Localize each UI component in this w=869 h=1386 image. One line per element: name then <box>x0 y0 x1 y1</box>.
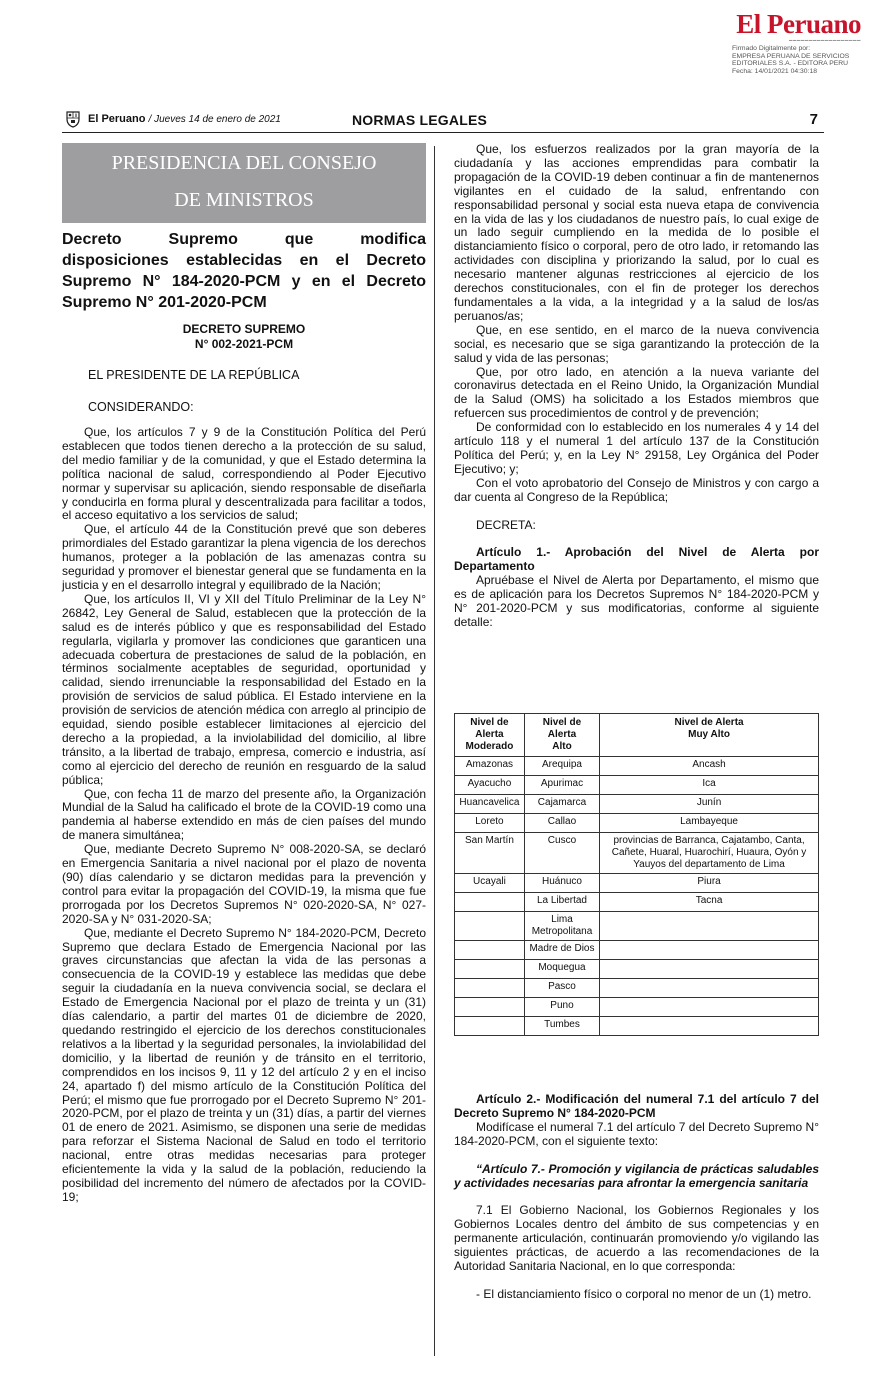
coat-of-arms-icon <box>64 110 82 128</box>
table-cell <box>600 979 819 998</box>
table-cell <box>455 979 525 998</box>
header-muy-alto: Nivel de Alerta Muy Alto <box>600 714 819 757</box>
bullet-distancing: - El distanciamiento físico o corporal no menor de un (1) metro. <box>476 1286 812 1301</box>
publication-name: El Peruano <box>88 113 146 125</box>
table-row <box>455 893 819 912</box>
table-cell <box>600 960 819 979</box>
paragraph: Que, en ese sentido, en el marco de la nueva convivencia social, es necesario que se siga garantizando la protección de la salud y vida de las personas; <box>454 322 819 365</box>
paragraph: Que, por otro lado, en atención a la nueva variante del coronavirus detectada en el Reino Unido, la Organización Mundial de la Salud (OMS) ha solicitado a los Estados miembros que refuercen sus procedimientos de control y de prevención; <box>454 364 819 421</box>
table-cell: San Martín <box>455 833 525 874</box>
table-cell: Cusco <box>524 833 599 874</box>
table-cell: Tumbes <box>524 1017 599 1036</box>
quoted-article-7-title: “Artículo 7.- Promoción y vigilancia de prácticas saludables y actividades necesarias para afrontar la emergencia sanitaria <box>454 1161 819 1190</box>
paragraph: Que, los artículos 7 y 9 de la Constitución Política del Perú establecen que todos tienen derecho a la protección de su salud, del medio familiar y de la comunidad, y que el Estado determina la política nacional de salud, correspondiendo al Poder Ejecutivo normar y supervisar su aplicación, siendo responsable de diseñarla y conducirla en forma plural y descentralizada para facilitar a todos, el acceso equitativo a los servicios de salud; <box>62 425 426 523</box>
section-banner <box>62 143 426 223</box>
table-cell: Lambayeque <box>600 814 819 833</box>
title-line: Supremo N° 184-2020-PCM y en el Decreto <box>62 273 426 290</box>
article-2-body: Modifícase el numeral 7.1 del artículo 7 del Decreto Supremo N° 184-2020-PCM, con el siguiente texto: <box>454 1119 819 1148</box>
signature-line: EDITORIALES S.A. - EDITORA PERU <box>732 60 849 68</box>
paragraph: De conformidad con lo establecido en los numerales 4 y 14 del artículo 118 y el numeral 1 del artículo 137 de la Constitución Política del Perú; y, en la Ley N° 29158, Ley Orgánica del Poder Ejecutivo; y; <box>454 420 819 476</box>
table-cell <box>455 998 525 1017</box>
right-column-body <box>454 143 819 630</box>
paragraph-7-1: 7.1 El Gobierno Nacional, los Gobiernos Regionales y los Gobiernos Locales dentro del ámbito de sus competencias y en permanente articulación, continuarán promoviendo y/o vigilando las siguientes prácticas, de acuerdo a las recomendaciones de la Autoridad Sanitaria Nacional, en lo que corresponda: <box>454 1203 819 1274</box>
table-cell <box>455 912 525 941</box>
table-row <box>455 833 819 874</box>
article-1-body: Apruébase el Nivel de Alerta por Departamento, el mismo que es de aplicación para los Decretos Supremos N° 184-2020-PCM y N° 201-2020-PCM y sus modificatorias, conforme al siguiente detalle: <box>454 573 819 629</box>
column-divider <box>434 146 435 1356</box>
title-line: Decreto Supremo que modifica <box>62 231 426 248</box>
title-line: disposiciones establecidas en el Decreto <box>62 252 426 269</box>
paragraph: Que, mediante Decreto Supremo N° 008-2020-SA, se declaró en Emergencia Sanitaria a nivel nacional por el plazo de noventa (90) días calendario y se dictaron medidas para la prevención y control para evitar la propagación del COVID-19, la misma que fue prorrogada por los Decretos Supremos N° 020-2020-SA, N° 027-2020-SA y N° 031-2020-SA; <box>62 842 426 926</box>
table-cell <box>600 1017 819 1036</box>
table-row <box>455 912 819 941</box>
table-cell: La Libertad <box>524 893 599 912</box>
table-cell: Ucayali <box>455 874 525 893</box>
table-cell: Lima Metropolitana <box>524 912 599 941</box>
table-cell: provincias de Barranca, Cajatambo, Canta, Cañete, Huaral, Huarochirí, Huaura, Oyón y Yauyos del departamento de Lima <box>600 833 819 874</box>
logo-tagline-decoration: ▬▬▬▬▬▬▬▬▬▬▬▬▬▬▬▬▬▬ <box>789 38 861 42</box>
paragraph: Que, los esfuerzos realizados por la gran mayoría de la ciudadanía y las acciones emprendidas para combatir la propagación de la COVID-19 deben continuar a fin de mantenernos vigilantes en el cuidado de la salud, enfrentando con responsabilidad personal y social esta nueva etapa de convivencia en la vida de las y los ciudadanos de nuestro país, lo cual exige de un lado seguir cumpliendo en la medida de lo posible el distanciamiento físico o corporal, pero de otro lado, ir retomando las actividades con disciplina y priorizando la salud, por lo cual es necesario mantener algunas restricciones al ejercicio de los derechos constitucionales, con el fin de proteger los derechos fundamentales a la vida, a la integridad y a la salud de los/as peruanos/as; <box>454 142 819 323</box>
paragraph: Con el voto aprobatorio del Consejo de Ministros y con cargo a dar cuenta al Congreso de la República; <box>454 475 819 504</box>
decree-label: DECRETO SUPREMO <box>182 322 306 336</box>
page-header <box>62 110 824 133</box>
signature-line: EMPRESA PERUANA DE SERVICIOS <box>732 52 850 60</box>
page-number: 7 <box>809 111 818 128</box>
table-row <box>455 941 819 960</box>
table-cell: Pasco <box>524 979 599 998</box>
table-cell: Puno <box>524 998 599 1017</box>
table-cell: Madre de Dios <box>524 941 599 960</box>
paragraph: Que, con fecha 11 de marzo del presente año, la Organización Mundial de la Salud ha calificado el brote de la COVID-19 como una pandemia al haberse extendido en más de cien países del mundo de manera simultánea; <box>62 786 426 843</box>
alert-level-table <box>454 713 819 1036</box>
signature-line: Firmado Digitalmente por: <box>732 45 811 52</box>
table-cell <box>455 893 525 912</box>
table-cell <box>600 912 819 941</box>
decree-number: N° 002-2021-PCM <box>194 337 294 351</box>
table-row <box>455 874 819 893</box>
table-cell: Huancavelica <box>455 795 525 814</box>
table-row <box>455 960 819 979</box>
table-cell <box>455 941 525 960</box>
considering-heading: CONSIDERANDO: <box>88 400 194 414</box>
table-cell: Callao <box>524 814 599 833</box>
table-row <box>455 979 819 998</box>
paragraph: Que, los artículos II, VI y XII del Título Preliminar de la Ley N° 26842, Ley General de Salud, establecen que la protección de la salud es de interés público y que es responsabilidad del Estado regularla, vigilarla y promover las condiciones que garanticen una adecuada cobertura de prestaciones de salud de la población, en términos socialmente aceptables de seguridad, oportunidad y calidad, siendo irrenunciable la responsabilidad del Estado en la provisión de servicios de salud pública. El Estado interviene en la provisión de servicios de atención médica con arreglo al principio de equidad, siendo posible establecer limitaciones al ejercicio del derecho a la propiedad, a la inviolabilidad del domicilio, al libre tránsito, a la libertad de trabajo, empresa, comercio e industria, así como al ejercicio del derecho de reunión en resguardo de la salud pública; <box>62 591 426 787</box>
brand-name: El Peruano <box>736 9 861 39</box>
table-header-row <box>455 714 819 757</box>
table-cell <box>455 960 525 979</box>
article-2-title: Artículo 2.- Modificación del numeral 7.1 del artículo 7 del Decreto Supremo N° 184-2020-PCM <box>454 1092 819 1120</box>
table-cell <box>600 998 819 1017</box>
table-cell: Amazonas <box>455 757 525 776</box>
table-cell: Arequipa <box>524 757 599 776</box>
decreta-heading: DECRETA: <box>476 517 536 532</box>
table-cell: Loreto <box>455 814 525 833</box>
article-1-title: Artículo 1.- Aprobación del Nivel de Alerta por Departamento <box>454 545 819 574</box>
president-heading: EL PRESIDENTE DE LA REPÚBLICA <box>88 368 300 382</box>
table-row <box>455 1017 819 1036</box>
publication-date: / Jueves 14 de enero de 2021 <box>148 114 281 125</box>
left-column-body <box>62 426 426 1205</box>
table-row <box>455 998 819 1017</box>
digital-signature <box>732 45 864 75</box>
table-row <box>455 776 819 795</box>
table-cell: Junín <box>600 795 819 814</box>
header-moderado: Nivel de Alerta Moderado <box>455 714 525 757</box>
article-2-section <box>454 1093 819 1302</box>
table-cell: Ica <box>600 776 819 795</box>
el-peruano-logo <box>691 10 861 42</box>
table-cell: Cajamarca <box>524 795 599 814</box>
table-row <box>455 757 819 776</box>
table-cell: Ayacucho <box>455 776 525 795</box>
table-row <box>455 814 819 833</box>
header-alto: Nivel de Alerta Alto <box>524 714 599 757</box>
table-row <box>455 795 819 814</box>
header-publication <box>88 113 281 125</box>
table-cell: Apurimac <box>524 776 599 795</box>
paragraph: Que, el artículo 44 de la Constitución prevé que son deberes primordiales del Estado garantizar la plena vigencia de los derechos humanos, proteger a la población de las amenazas contra su seguridad y promover el bienestar general que se fundamenta en la justicia y en el desarrollo integral y equilibrado de la Nación; <box>62 522 426 592</box>
table-cell <box>600 941 819 960</box>
signature-line: Fecha: 14/01/2021 04:30:18 <box>732 67 818 75</box>
title-line: Supremo N° 201-2020-PCM <box>62 294 267 311</box>
decree-title <box>62 229 426 313</box>
banner-line: DE MINISTROS <box>174 189 314 211</box>
section-name: NORMAS LEGALES <box>352 112 488 128</box>
table-cell: Huánuco <box>524 874 599 893</box>
table-cell: Ancash <box>600 757 819 776</box>
table-cell <box>455 1017 525 1036</box>
table-cell: Moquegua <box>524 960 599 979</box>
banner-line: PRESIDENCIA DEL CONSEJO <box>111 152 377 174</box>
table-cell: Piura <box>600 874 819 893</box>
paragraph: Que, mediante el Decreto Supremo N° 184-2020-PCM, Decreto Supremo que declara Estado de Emergencia Nacional por las graves circunstancias que afectan la vida de las personas a consecuencia de la COVID-19 y establece las medidas que debe seguir la ciudadanía en la nueva convivencia social, se declara el Estado de Emergencia Nacional por el plazo de treinta y un (31) días calendario, a partir del martes 01 de diciembre de 2020, quedando restringido el ejercicio de los derechos constitucionales relativos a la libertad y la seguridad personales, la inviolabilidad del domicilio, y la libertad de reunión y de tránsito en el territorio, comprendidos en los incisos 9, 11 y 12 del artículo 2 y en el inciso 24, apartado f) del mismo artículo de la Constitución Política del Perú; el mismo que fue prorrogado por el Decreto Supremo N° 201-2020-PCM, por el plazo de treinta y un (31) días, a partir del viernes 01 de enero de 2021. Asimismo, se disponen una serie de medidas para reforzar el Sistema Nacional de Salud en todo el territorio nacional, entre otras medidas necesarias para proteger eficientemente la vida y la salud de la población, reduciendo la posibilidad del incremento del número de afectados por la COVID-19; <box>62 925 426 1204</box>
table-cell: Tacna <box>600 893 819 912</box>
